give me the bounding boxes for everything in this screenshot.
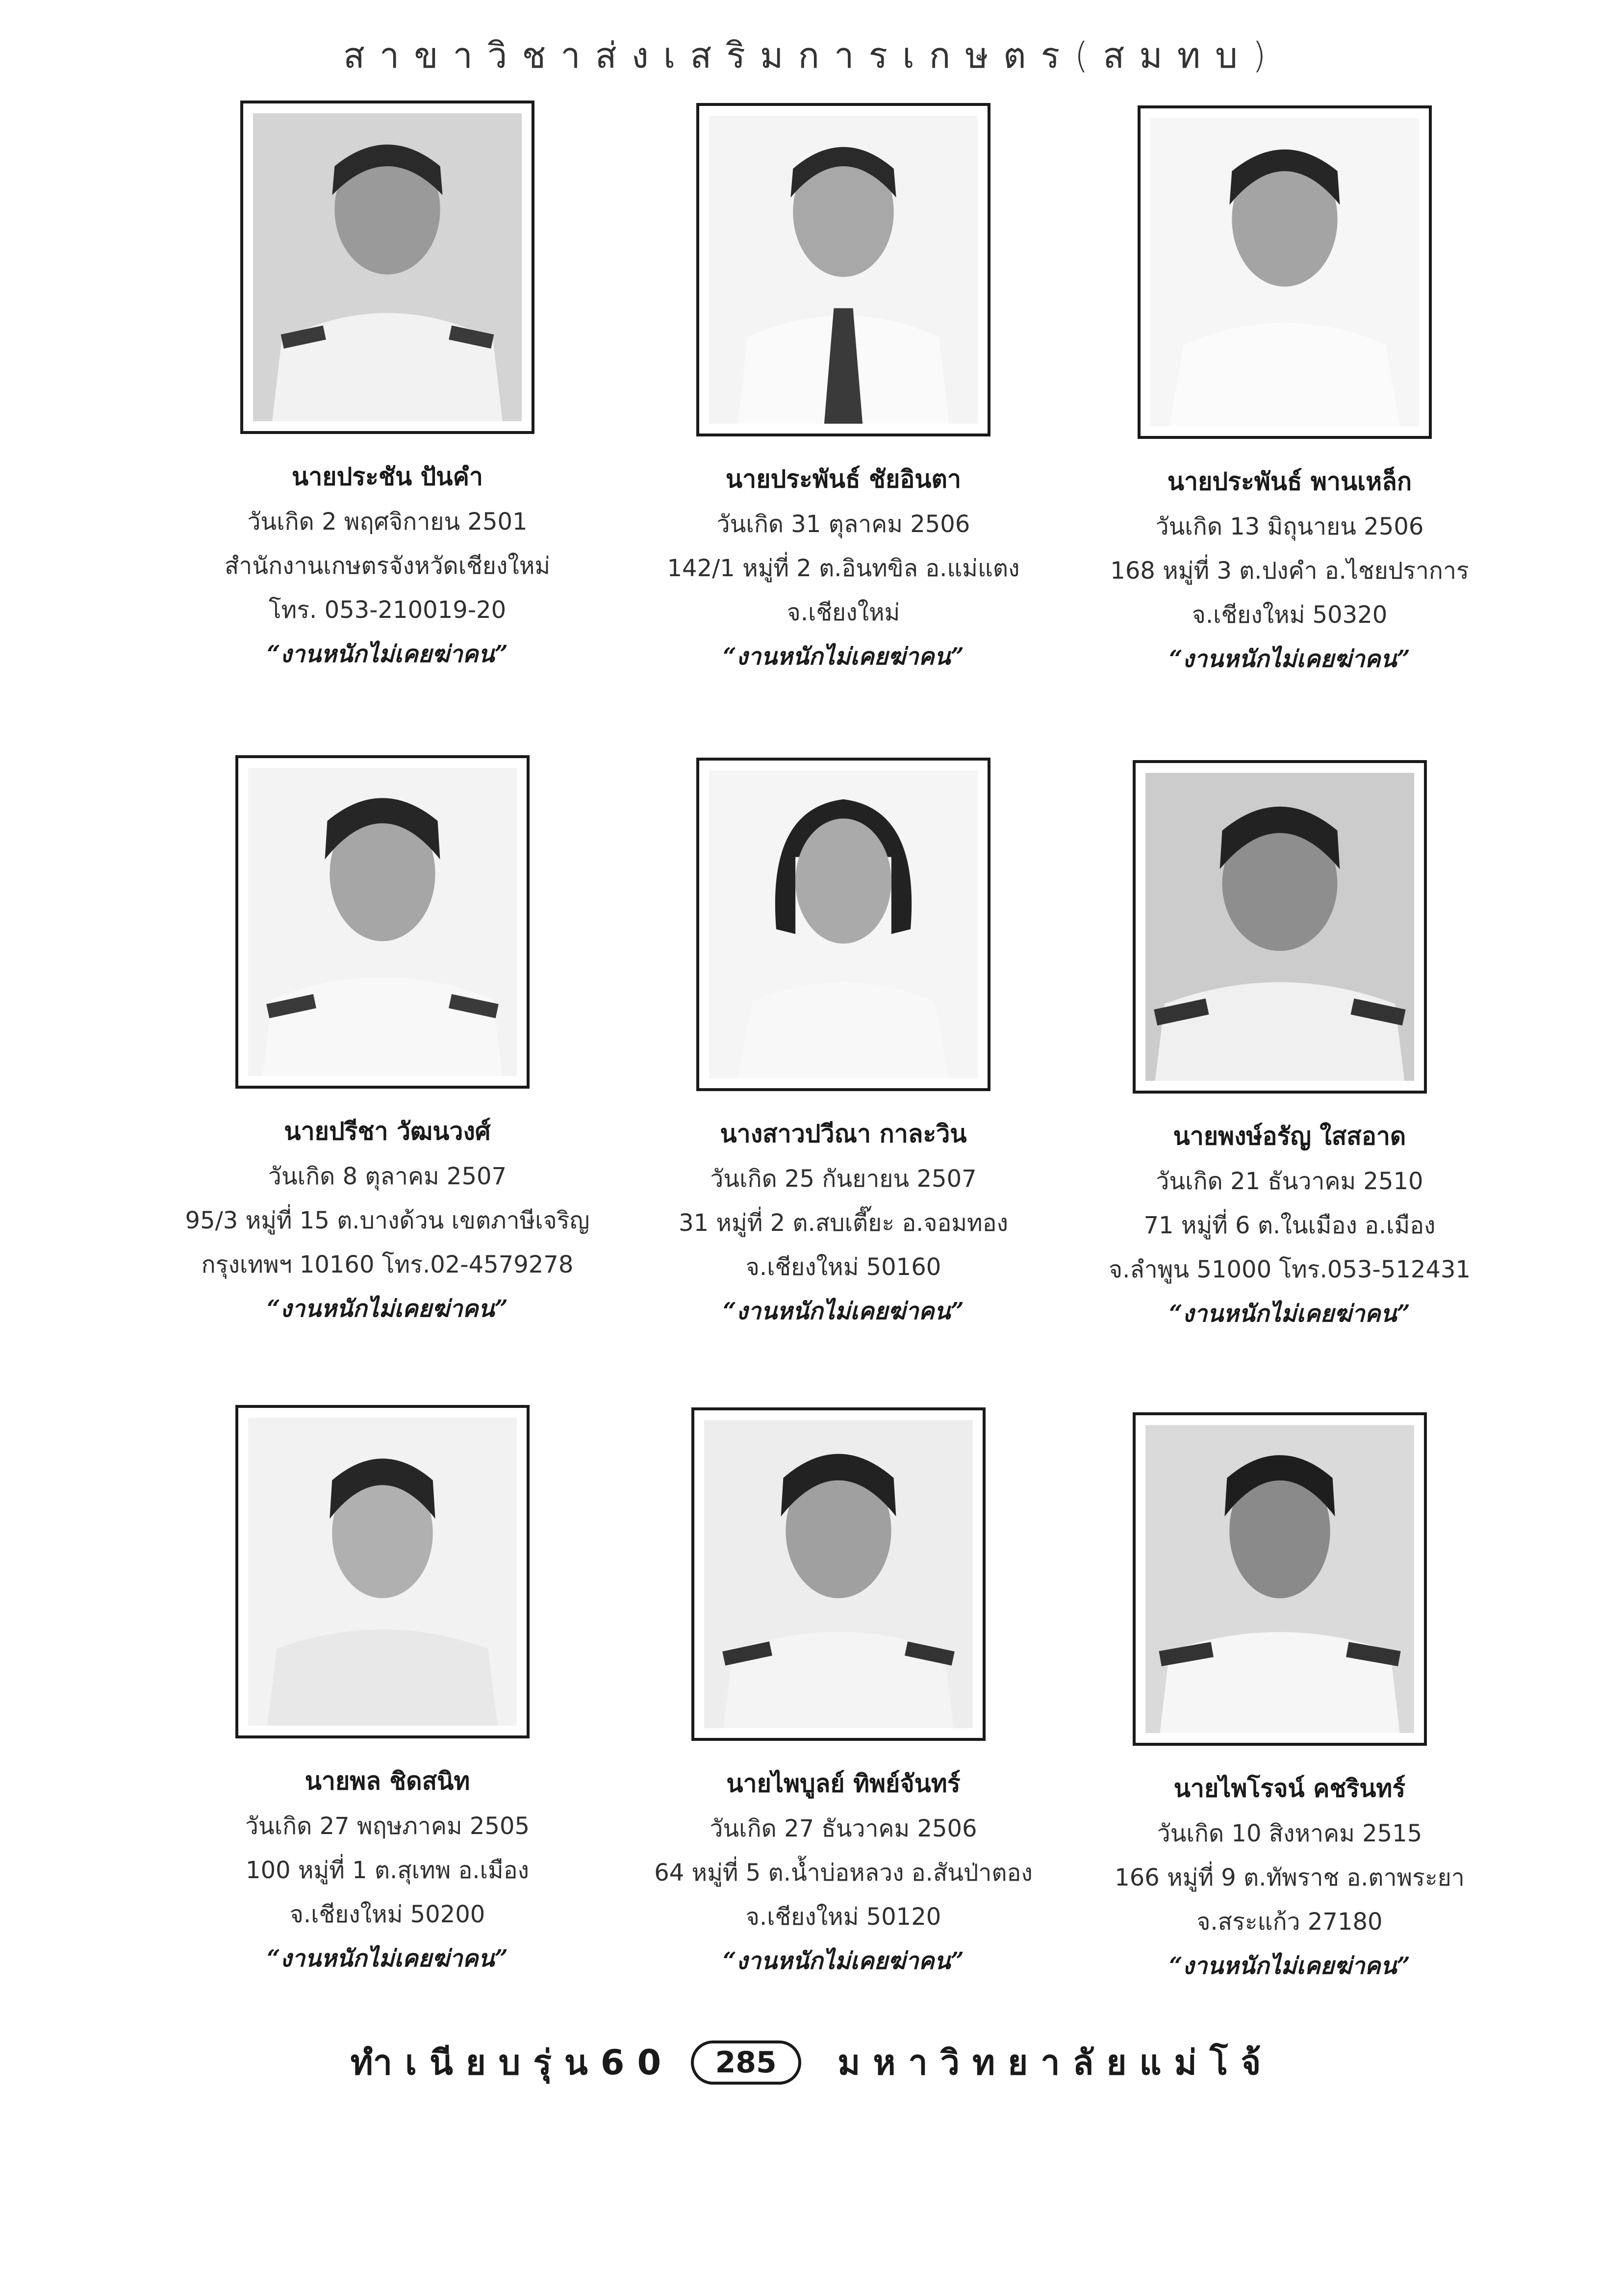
person-caption (603, 1760, 1084, 1983)
university-name: มหาวิทยาลัยแม่โจ้ (837, 2042, 1274, 2083)
birth-date: วันเกิด 27 ธันวาคม 2506 (710, 1815, 977, 1842)
address-line: 95/3 หมู่ที่ 15 ต.บางด้วน เขตภาษีเจริญ (185, 1207, 590, 1234)
portrait-photo (1133, 760, 1427, 1094)
person-card (1049, 760, 1530, 1378)
portrait-silhouette (253, 113, 522, 421)
motto: “งานหนักไม่เคยฆ่าคน” (723, 643, 964, 670)
birth-date: วันเกิด 2 พฤศจิกายน 2501 (247, 508, 528, 536)
address-line: โทร. 053-210019-20 (268, 596, 507, 624)
portrait-silhouette (1145, 1425, 1414, 1733)
address-line: จ.เชียงใหม่ (787, 599, 900, 626)
address-line: 142/1 หมู่ที่ 2 ต.อินทขิล อ.แม่แตง (667, 555, 1020, 582)
motto: “งานหนักไม่เคยฆ่าคน” (267, 1945, 508, 1972)
address-line: จ.ลำพูน 51000 โทร.053-512431 (1108, 1256, 1471, 1283)
portrait-photo (1133, 1412, 1427, 1746)
person-card (1049, 1412, 1530, 2030)
portrait-silhouette (709, 770, 978, 1078)
person-card (603, 1407, 1084, 2025)
motto: “งานหนักไม่เคยฆ่าคน” (723, 1298, 964, 1325)
portrait-photo (240, 101, 534, 434)
motto: “งานหนักไม่เคยฆ่าคน” (1169, 645, 1410, 673)
yearbook-label: ทำเนียบรุ่น60 (350, 2042, 674, 2083)
page-title: สาขาวิชาส่งเสริมการเกษตร(สมทบ) (343, 35, 1281, 76)
address-line: 71 หมู่ที่ 6 ต.ในเมือง อ.เมือง (1143, 1212, 1436, 1239)
person-card (1049, 105, 1530, 723)
address-line: 64 หมู่ที่ 5 ต.น้ำบ่อหลวง อ.สันป่าตอง (654, 1859, 1033, 1887)
motto: “งานหนักไม่เคยฆ่าคน” (1169, 1300, 1410, 1327)
person-name: นางสาวปวีณา กาละวิน (720, 1120, 967, 1148)
portrait-photo (235, 1405, 530, 1738)
portrait-photo (696, 103, 990, 436)
portrait-silhouette (709, 116, 978, 424)
person-name: นายไพโรจน์ คชรินทร์ (1173, 1774, 1406, 1803)
birth-date: วันเกิด 13 มิถุนายน 2506 (1155, 513, 1424, 540)
address-line: จ.เชียงใหม่ 50120 (745, 1903, 941, 1931)
page-number: 285 (691, 2040, 801, 2085)
portrait-photo (691, 1407, 986, 1741)
person-caption (147, 454, 628, 676)
birth-date: วันเกิด 10 สิงหาคม 2515 (1157, 1820, 1422, 1847)
birth-date: วันเกิด 27 พฤษภาคม 2505 (245, 1812, 530, 1840)
person-name: นายประพันธ์ ชัยอินตา (725, 465, 962, 493)
person-card (147, 101, 628, 718)
motto: “งานหนักไม่เคยฆ่าคน” (1169, 1952, 1410, 1980)
person-name: นายประชัน ปันคำ (292, 462, 483, 491)
address-line: กรุงเทพฯ 10160 โทร.02-4579278 (201, 1251, 574, 1278)
motto: “งานหนักไม่เคยฆ่าคน” (267, 1295, 508, 1323)
portrait-silhouette (248, 768, 517, 1076)
person-caption (603, 1111, 1084, 1333)
address-line: 168 หมู่ที่ 3 ต.ปงคำ อ.ไชยปราการ (1110, 557, 1469, 585)
portrait-photo (235, 755, 530, 1089)
birth-date: วันเกิด 8 ตุลาคม 2507 (268, 1163, 507, 1190)
person-caption (147, 1758, 628, 1981)
person-caption (603, 456, 1084, 679)
address-line: 100 หมู่ที่ 1 ต.สุเทพ อ.เมือง (246, 1857, 529, 1884)
person-card (147, 1405, 628, 2023)
portrait-silhouette (704, 1420, 973, 1728)
person-name: นายไพบูลย์ ทิพย์จันทร์ (726, 1769, 961, 1798)
portrait-silhouette (1145, 773, 1414, 1081)
address-line: จ.เชียงใหม่ 50320 (1192, 601, 1388, 629)
person-card (603, 758, 1084, 1376)
address-line: จ.เชียงใหม่ 50200 (289, 1901, 485, 1928)
person-name: นายพงษ์อรัญ ใสสอาด (1173, 1122, 1406, 1150)
person-caption (1049, 459, 1530, 681)
person-caption (1049, 1113, 1530, 1336)
address-line: 166 หมู่ที่ 9 ต.ทัพราช อ.ตาพระยา (1115, 1864, 1465, 1891)
person-name: นายประพันธ์ พานเหล็ก (1167, 467, 1412, 496)
birth-date: วันเกิด 31 ตุลาคม 2506 (716, 510, 970, 538)
person-caption (1049, 1765, 1530, 1988)
person-card (147, 755, 628, 1373)
person-card (603, 103, 1084, 721)
address-line: 31 หมู่ที่ 2 ต.สบเตี๊ยะ อ.จอมทอง (679, 1209, 1008, 1237)
portrait-photo (1138, 105, 1432, 439)
person-name: นายปรีชา วัฒนวงศ์ (284, 1117, 491, 1146)
portrait-silhouette (248, 1418, 517, 1726)
portrait-photo (696, 758, 990, 1091)
person-name: นายพล ชิดสนิท (304, 1767, 470, 1795)
address-line: สำนักงานเกษตรจังหวัดเชียงใหม่ (225, 552, 550, 580)
motto: “งานหนักไม่เคยฆ่าคน” (723, 1947, 964, 1975)
person-caption (147, 1108, 628, 1331)
birth-date: วันเกิด 21 ธันวาคม 2510 (1156, 1168, 1423, 1195)
address-line: จ.เชียงใหม่ 50160 (745, 1253, 941, 1281)
address-line: จ.สระแก้ว 27180 (1196, 1908, 1383, 1936)
birth-date: วันเกิด 25 กันยายน 2507 (710, 1165, 977, 1193)
page-footer (0, 2035, 1624, 2090)
motto: “งานหนักไม่เคยฆ่าคน” (267, 640, 508, 668)
portrait-silhouette (1150, 118, 1419, 426)
